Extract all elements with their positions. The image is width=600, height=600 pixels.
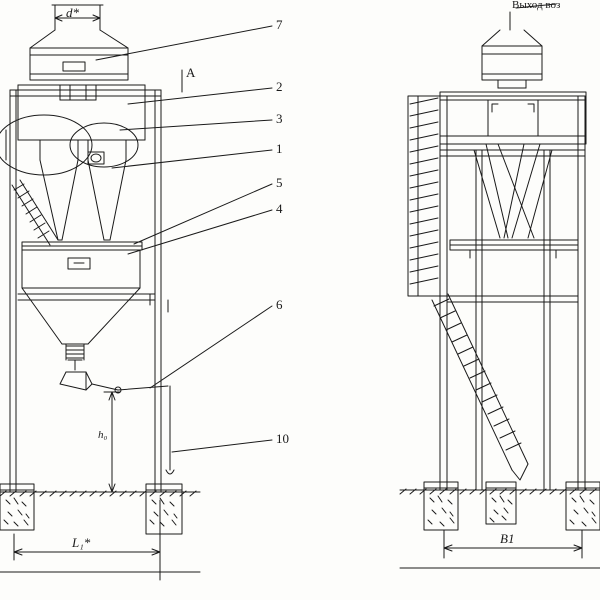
dimension-h0: h₀	[98, 429, 108, 441]
dimension-l1: L₁*	[72, 535, 91, 550]
callout-10: 10	[276, 431, 289, 446]
section-marker-a: A	[186, 65, 196, 80]
annotation-outlet-note: Выход воз	[512, 0, 561, 11]
callout-7: 7	[276, 17, 283, 32]
callout-6: 6	[276, 297, 283, 312]
callout-2: 2	[276, 79, 283, 94]
callout-4: 4	[276, 201, 283, 216]
dimension-b1: B1	[500, 531, 515, 546]
callout-3: 3	[276, 111, 283, 126]
callout-1: 1	[276, 141, 283, 156]
annotation-diameter: d*	[66, 5, 79, 20]
callout-5: 5	[276, 175, 283, 190]
